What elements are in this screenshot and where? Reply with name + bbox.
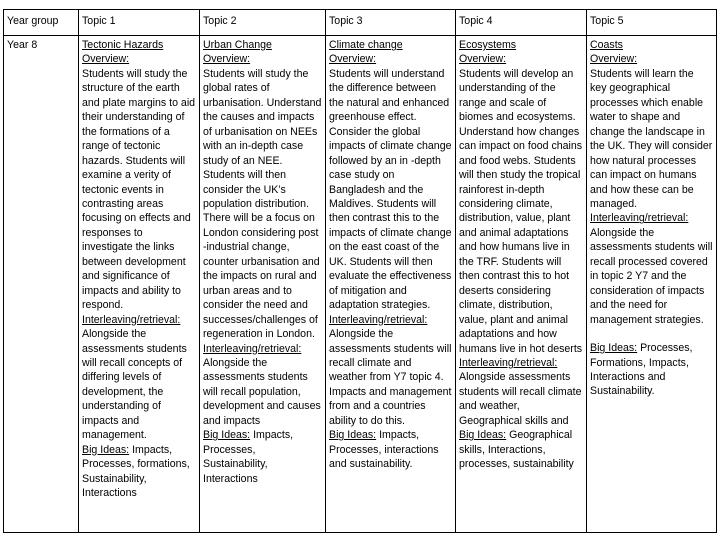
big-ideas — [82, 443, 196, 501]
overview-text: Students will study the structure of the earth and plate margins to aid their understanding of the formations of a range of tectonic hazards. Students will examine a verity of tectonic events in contrasting areas focusing on effects and responses to investigate the links between development and significance of impacts and ability to respond. — [82, 67, 196, 312]
header-topic-5: Topic 5 — [587, 10, 717, 36]
big-ideas-label: Big Ideas: — [459, 429, 507, 442]
interleaving-text: Alongside the assessments students will recall population, development and causes and impacts — [203, 356, 321, 427]
big-ideas-label: Big Ideas: — [82, 443, 130, 456]
overview-text: Students will study the global rates of urbanisation. Understand the causes and impacts of urbanisation on NEEs with an in-depth case study of an NEE. Students will then consider the UK’s population distribution. There will be a focus on London considering post -industrial change, counter urbanisation and the impacts on rural and urban areas and to consider the need and successes/challenges of regeneration in London. — [203, 67, 322, 341]
big-ideas-text: Processes, Formations, Impacts, Interactions and Sustainability. — [590, 342, 693, 398]
interleaving-text: Alongside the assessments students will recall concepts of differing levels of development, the understanding of impacts and management. — [82, 328, 187, 442]
topic-2-cell — [200, 36, 326, 533]
header-topic-2: Topic 2 — [200, 10, 326, 36]
interleaving-label: Interleaving/retrieval: — [459, 356, 558, 369]
topic-title: Ecosystems — [459, 39, 517, 51]
overview-label: Overview: — [329, 53, 377, 66]
overview-label: Overview: — [203, 53, 251, 66]
topic-title: Urban Change — [203, 39, 272, 51]
big-ideas — [329, 428, 452, 471]
topic-5-cell — [587, 36, 717, 533]
topic-1-cell — [79, 36, 200, 533]
overview-text: Students will learn the key geographical processes which enable water to shape and change the landscape in the UK. They will consider how natural processes can impact on humans and how these can be managed. — [590, 67, 713, 210]
year-cell: Year 8 — [4, 36, 79, 533]
big-ideas — [459, 428, 583, 471]
header-topic-3: Topic 3 — [326, 10, 456, 36]
overview-text: Students will understand the difference between the natural and enhanced greenhouse effect. Consider the global impacts of climate change followed by an in -depth case study on Bangladesh and the Maldives. Students will then contrast this to the impacts of climate change on the east coast of the UK. Students will then evaluate the effectiveness of mitigation and adaptation strategies. — [329, 67, 452, 312]
big-ideas-text: Geographical skills, Interactions, processes, sustainability — [459, 429, 574, 471]
topic-title: Climate change — [329, 39, 403, 51]
topic-3-cell — [326, 36, 456, 533]
interleaving-text: Alongside assessments students will recall climate and weather, Geographical skills and — [459, 371, 582, 427]
topic-4-cell — [456, 36, 587, 533]
overview-label: Overview: — [459, 53, 507, 66]
overview-text: Students will develop an understanding of the range and scale of biomes and ecosystems. Understand how changes can impact on food chains and food webs. Students will then study the tropical rainforest in-depth considering climate, distribution, value, plant and animal adaptations and how humans live in the TRF. Students will then contrast this to hot deserts considering climate, distribution, value, plant and animal adaptations and how humans live in hot deserts — [459, 67, 583, 355]
interleaving-label: Interleaving/retrieval: — [82, 313, 181, 326]
interleaving-label: Interleaving/retrieval: — [203, 342, 302, 355]
header-topic-1: Topic 1 — [79, 10, 200, 36]
header-topic-4: Topic 4 — [456, 10, 587, 36]
interleaving-text: Alongside the assessments students will recall climate and weather from Y7 topic 4. Impacts and management from and a countries ability to do this. — [329, 328, 452, 427]
header-row — [4, 10, 717, 36]
overview-label: Overview: — [82, 53, 130, 66]
interleaving-label: Interleaving/retrieval: — [329, 313, 428, 326]
overview-label: Overview: — [590, 53, 638, 66]
curriculum-table — [3, 9, 717, 533]
big-ideas-text: Impacts, Processes, interactions and sustainability. — [329, 429, 439, 471]
big-ideas — [590, 341, 713, 399]
table-row — [4, 36, 717, 533]
topic-title: Coasts — [590, 39, 623, 51]
big-ideas-label: Big Ideas: — [590, 342, 638, 355]
topic-title: Tectonic Hazards — [82, 39, 164, 51]
interleaving-text: Alongside the assessments students will recall processed covered in topic 2 Y7 and the consideration of impacts and the need for management strategies. — [590, 226, 713, 326]
interleaving-label: Interleaving/retrieval: — [590, 212, 689, 225]
big-ideas-text: Impacts, Processes, formations, Sustainability, Interactions — [82, 443, 190, 500]
big-ideas-text: Impacts, Processes, Sustainability, Interactions — [203, 429, 294, 485]
big-ideas-label: Big Ideas: — [203, 429, 251, 442]
big-ideas-label: Big Ideas: — [329, 429, 377, 442]
big-ideas — [203, 428, 322, 486]
header-year-group: Year group — [4, 10, 79, 36]
